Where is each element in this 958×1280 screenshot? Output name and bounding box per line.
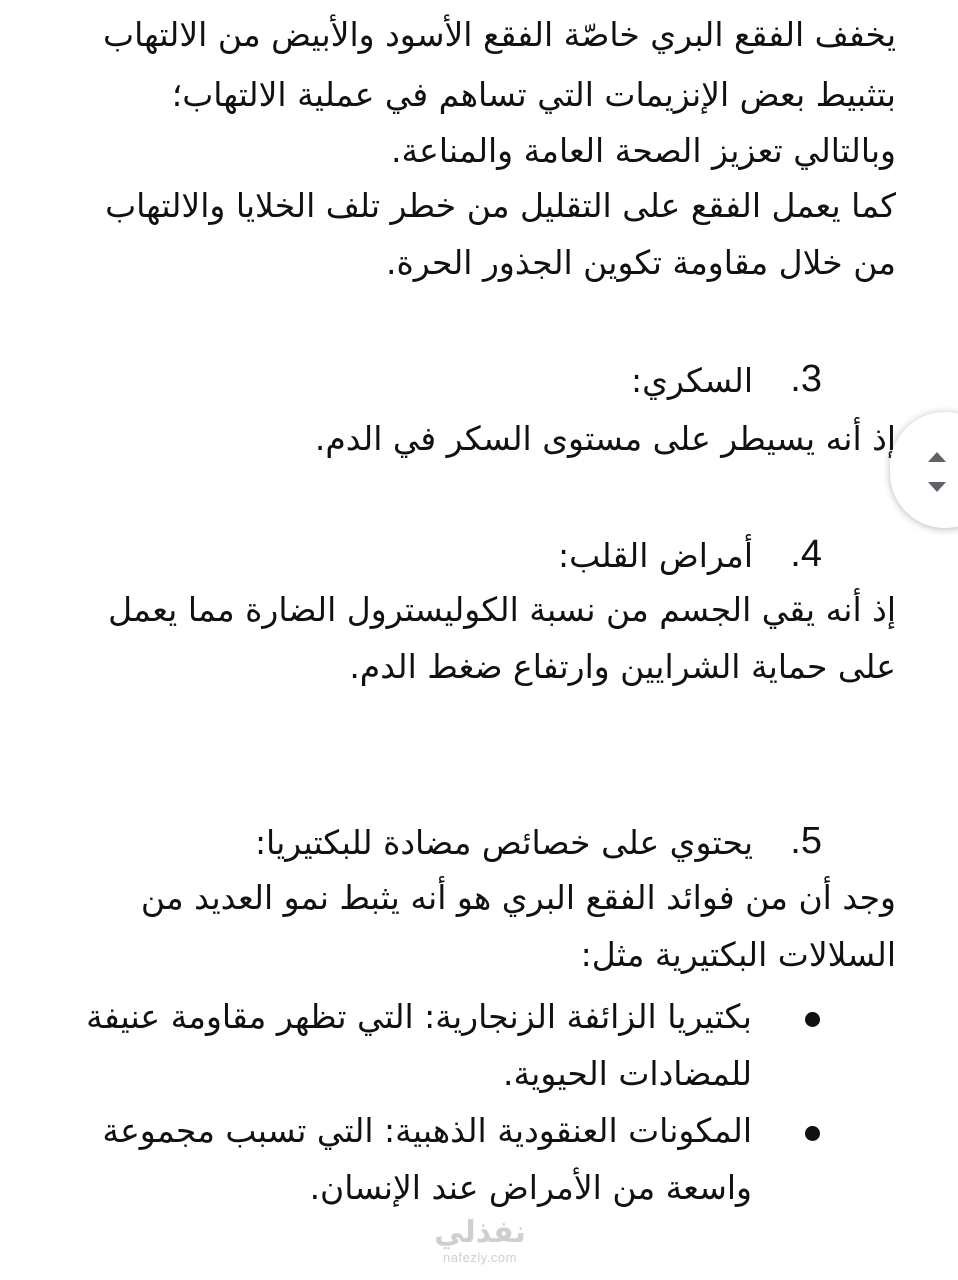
list-item-text: واسعة من الأمراض عند الإنسان. (309, 1168, 752, 1207)
chevron-up-icon[interactable] (926, 450, 948, 464)
text-line: وبالتالي تعزيز الصحة العامة والمناعة. (391, 131, 896, 170)
watermark-arabic: نفذلي (434, 1215, 526, 1250)
text-line: كما يعمل الفقع على التقليل من خطر تلف الخلايا والالتهاب (105, 186, 896, 225)
watermark-url: nafezly.com (443, 1250, 517, 1265)
text-line: بتثبيط بعض الإنزيمات التي تساهم في عملية الالتهاب؛ (171, 75, 896, 114)
section-heading (0, 535, 958, 579)
bullet-dot-icon (805, 1126, 820, 1141)
chevron-down-icon[interactable] (926, 480, 948, 494)
section-title: يحتوي على خصائص مضادة للبكتيريا: (254, 823, 753, 862)
list-item-text: المكونات العنقودية الذهبية: التي تسبب مجموعة (102, 1111, 752, 1150)
section-number: 4. (790, 533, 822, 575)
bullet-dot-icon (805, 1012, 820, 1027)
section-title: أمراض القلب: (558, 536, 753, 575)
section-heading (0, 822, 958, 866)
text-line: إذ أنه يقي الجسم من نسبة الكوليسترول الضارة مما يعمل (108, 590, 896, 629)
watermark (410, 1215, 550, 1265)
text-line: على حماية الشرايين وارتفاع ضغط الدم. (349, 647, 896, 686)
section-title: السكري: (630, 361, 753, 400)
text-line: من خلال مقاومة تكوين الجذور الحرة. (385, 243, 896, 282)
section-number: 3. (790, 358, 822, 400)
text-line: وجد أن من فوائد الفقع البري هو أنه يثبط نمو العديد من (140, 878, 896, 917)
section-heading (0, 360, 958, 404)
text-line: إذ أنه يسيطر على مستوى السكر في الدم. (314, 419, 896, 458)
scroll-navigation-widget[interactable] (890, 412, 958, 528)
list-item-text: بكتيريا الزائفة الزنجارية: التي تظهر مقاومة عنيفة (86, 997, 752, 1036)
section-number: 5. (790, 820, 822, 862)
text-line: السلالات البكتيرية مثل: (580, 935, 896, 974)
list-item-text: للمضادات الحيوية. (502, 1054, 752, 1093)
text-line: يخفف الفقع البري خاصّة الفقع الأسود والأبيض من الالتهاب (103, 15, 896, 54)
